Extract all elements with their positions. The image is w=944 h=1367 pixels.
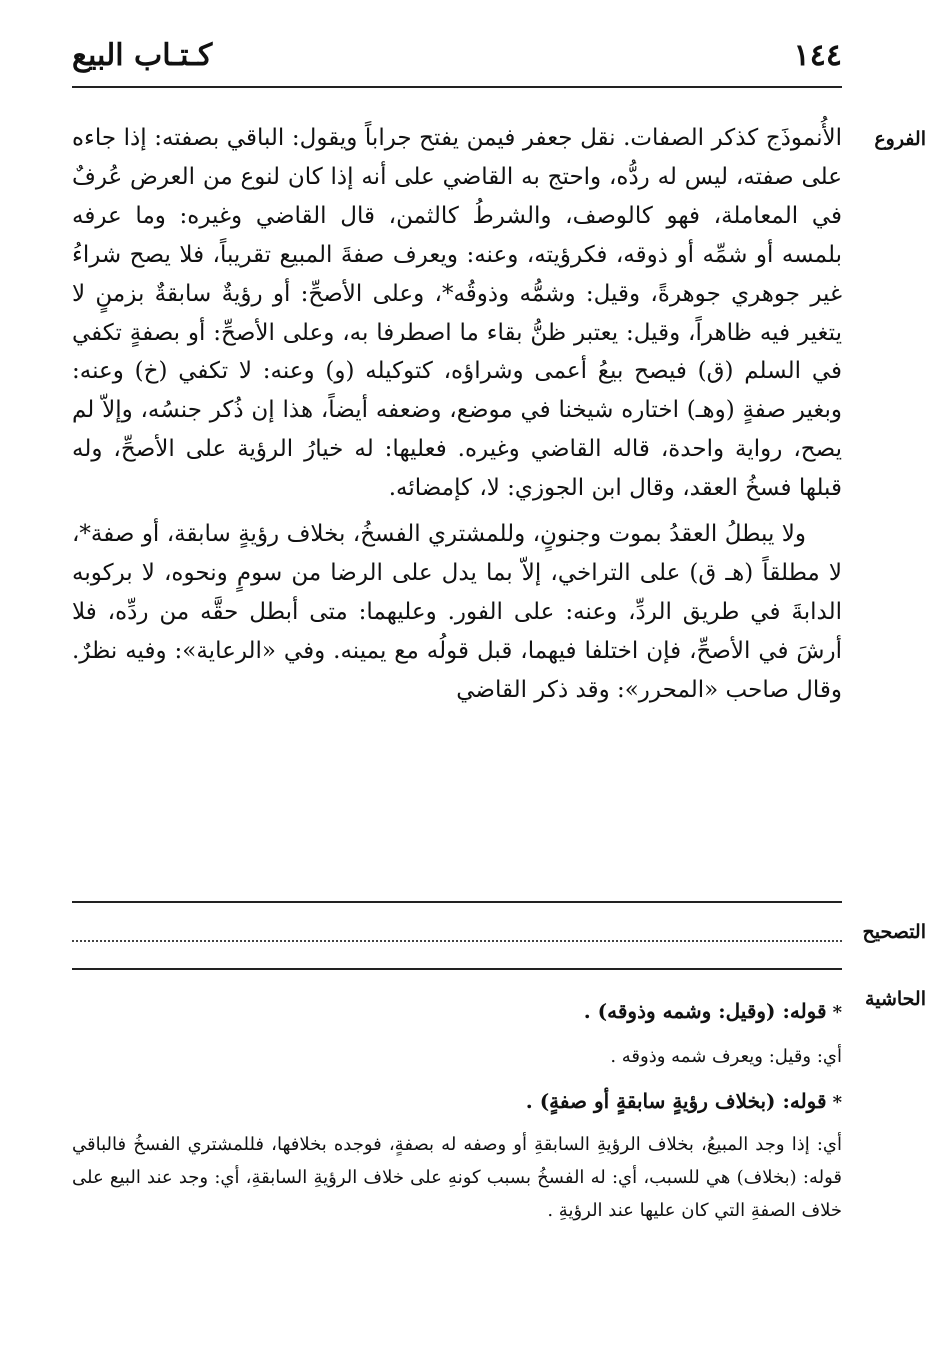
asterisk-icon: *: [832, 1092, 842, 1113]
note-1-heading-text: قوله: (وقيل: وشمه وذوقه) .: [583, 999, 827, 1023]
page-header: [72, 38, 842, 78]
header-rule: [72, 86, 842, 88]
correction-top-rule: [72, 901, 842, 903]
note-2-heading-text: قوله: (بخلاف رؤيةٍ سابقةٍ أو صفةٍ) .: [525, 1089, 827, 1113]
note-2-heading: [72, 1086, 842, 1118]
margin-notes-label: الحاشية: [865, 988, 926, 1010]
note-1-text: أي: وقيل: ويعرف شمه وذوقه .: [610, 1046, 842, 1067]
main-text: [72, 119, 842, 710]
note-2-text: أي: إذا وجد المبيعُ، بخلاف الرؤيةِ السابقةِ أو وصفه له بصفةٍ، فوجده بخلافها، فللمشتري الفسخُ فالباقي قوله: (بخلاف) هي للسبب، أي: له الفسخُ بسبب كونهِ على خلاف الرؤيةِ السابقةِ، أي: وجد عند البيع على خلاف الصفةِ التي كان عليها عند الرؤيةِ .: [72, 1134, 842, 1221]
correction-label: التصحيح: [862, 921, 926, 943]
asterisk-icon: *: [832, 1002, 842, 1023]
main-paragraph-2: ولا يبطلُ العقدُ بموت وجنونٍ، وللمشتري الفسخُ، بخلاف رؤيةٍ سابقة، أو صفة*، لا مطلقاً (هـ ق) على التراخي، إلاّ بما يدل على الرضا من سومٍ ونحوه، لا بركوبه الدابةَ في طريق الردِّ، وعنه: على الفور. وعليهما: متى أبطل حقَّه من ردِّه، فلا أرشَ في الأصحِّ، فإن اختلفا فيهما، قبل قولُه مع يمينه. وفي «الرعاية»: وفيه نظرٌ. وقال صاحب «المحرر»: وقد ذكر القاضي: [72, 521, 842, 703]
margin-notes: [72, 996, 842, 1227]
main-paragraph-1: الأُنموذَج كذكر الصفات. نقل جعفر فيمن يفتح جراباً ويقول: الباقي بصفته: إذا جاءه على صفته، ليس له ردُّه، واحتج به القاضي على أنه إذا كان لنوع من العرض عُرفٌ في المعاملة، فهو كالوصف، والشرطُ كالثمن، قال القاضي وغيره: وما عرفه بلمسه أو شمِّه أو ذوقه، فكرؤيته، وعنه: ويعرف صفةَ المبيع تقريباً، فلا يصح شراءُ غير جوهري جوهرةً، وقيل: وشمُّه وذوقُه*، وعلى الأصحِّ: أو رؤيةٌ سابقةٌ بزمنٍ لا يتغير فيه ظاهراً، وقيل: يعتبر ظنُّ بقاء ما اصطرفا به، وعلى الأصحِّ: أو بصفةٍ تكفي في السلم (ق) فيصح بيعُ أعمى وشراؤه، كتوكيله (و) وعنه: لا تكفي (خ) وعنه: وبغير صفةٍ (وهـ) اختاره شيخنا في موضع، وضعفه أيضاً، هذا إن ذُكر جنسُه، وإلاّ لم يصح، رواية واحدة، قاله القاضي وغيره. فعليها: له خيارُ الرؤية على الأصحِّ، وله قبلها فسخُ العقد، وقال ابن الجوزي: لا، كإمضائه.: [72, 125, 842, 502]
page-number: ١٤٤: [793, 38, 842, 73]
note-1-heading: [72, 996, 842, 1028]
correction-dotted-line: [72, 940, 842, 942]
branches-label: الفروع: [874, 128, 926, 150]
correction-bottom-rule: [72, 968, 842, 970]
running-title: كـتـاب البيع: [72, 38, 213, 73]
